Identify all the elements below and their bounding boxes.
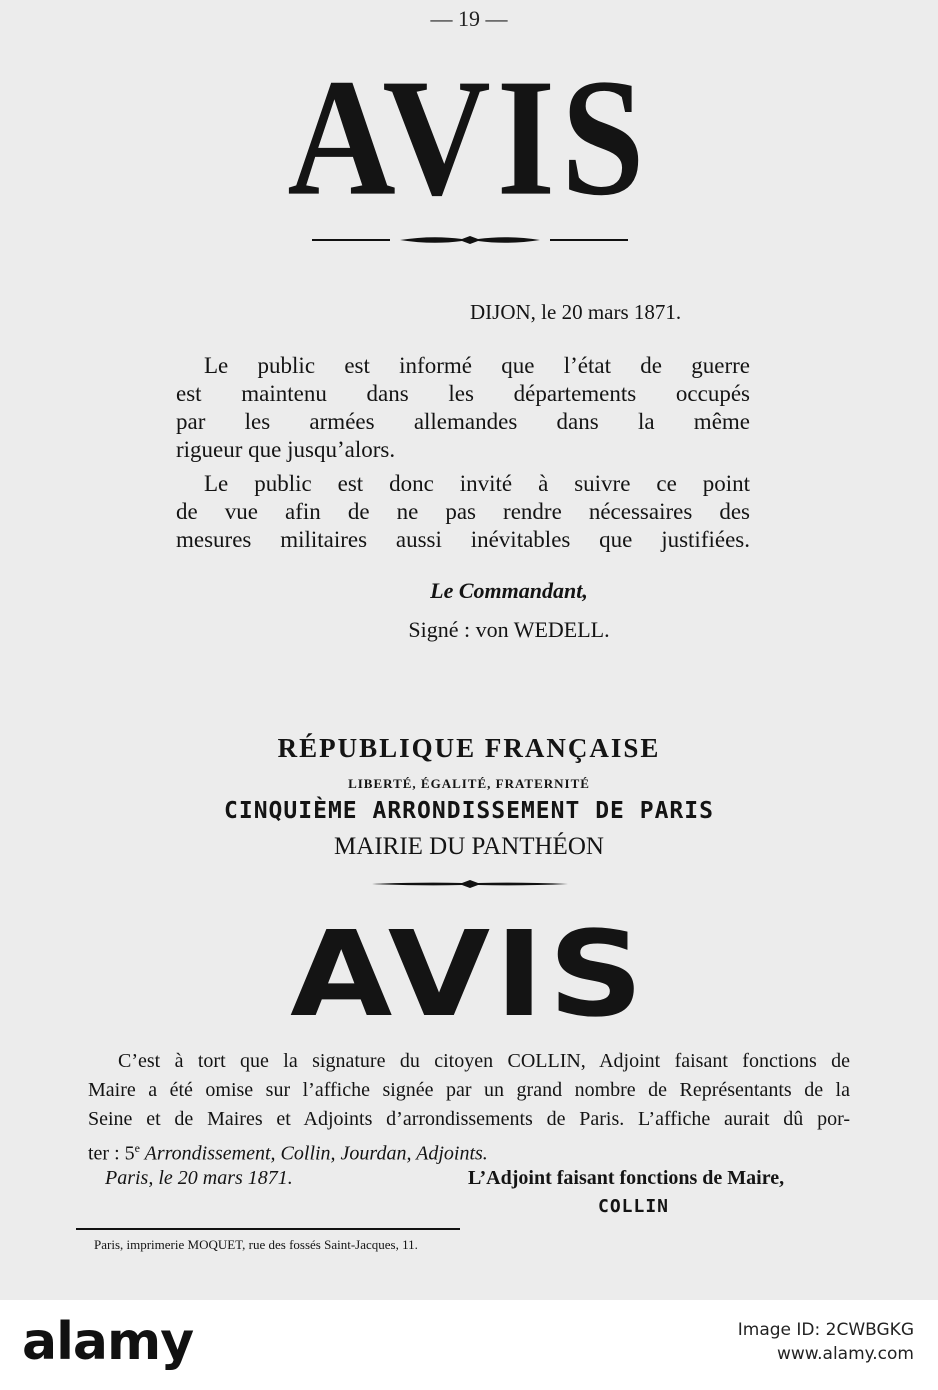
notice2-body: [88, 1047, 850, 1169]
republic-heading: RÉPUBLIQUE FRANÇAISE: [277, 733, 661, 763]
text-line: C’est à tort que la signature du citoyen COLLIN, Adjoint faisant fonctions de: [118, 1050, 850, 1072]
place-date: DIJON, le 20 mars 1871.: [470, 300, 682, 324]
image-id: Image ID: 2CWBGKG: [737, 1320, 914, 1340]
ornamental-rule-icon: [312, 233, 628, 247]
republic-motto: LIBERTÉ, ÉGALITÉ, FRATERNITÉ: [348, 776, 590, 791]
mairie-heading: MAIRIE DU PANTHÉON: [334, 833, 604, 860]
text-line: rigueur que jusqu’alors.: [176, 437, 396, 462]
text-line: de vue afin de ne pas rendre nécessaires des: [176, 499, 750, 524]
superscript: e: [134, 1141, 140, 1155]
text-fragment: ter : 5: [88, 1142, 135, 1165]
text-line: Le public est informé que l’état de guerre: [204, 353, 750, 378]
text-line: Le public est donc invité à suivre ce point: [204, 471, 750, 496]
page-number: — 19 —: [430, 6, 508, 31]
alamy-logo: alamy: [22, 1312, 194, 1372]
text-line: Maire a été omise sur l’affiche signée par un grand nombre de Représentants de la: [88, 1079, 850, 1101]
italic-fragment: Arrondissement, Collin, Jourdan, Adjoints.: [139, 1142, 488, 1165]
printer-imprint: Paris, imprimerie MOQUET, rue des fossés Saint-Jacques, 11.: [94, 1237, 418, 1252]
notice-title-avis: AVIS: [287, 44, 651, 231]
notice1-paragraph-2: [176, 470, 750, 554]
text-line: Seine et de Maires et Adjoints d’arrondissements de Paris. L’affiche aurait dû por-: [88, 1108, 850, 1130]
text-line: mesures militaires aussi inévitables que justifiées.: [176, 527, 750, 552]
notice1-paragraph-1: [176, 352, 750, 464]
text-line: par les armées allemandes dans la même: [176, 409, 750, 434]
collin-signature: COLLIN: [598, 1196, 670, 1217]
stock-watermark-bar: [0, 1300, 938, 1390]
stock-info: [738, 1318, 914, 1366]
imprint-divider: [76, 1228, 460, 1230]
notice2-date: Paris, le 20 mars 1871.: [105, 1167, 293, 1189]
adjoint-title: L’Adjoint faisant fonctions de Maire,: [468, 1167, 785, 1189]
notice2-title-avis: AVIS: [290, 905, 648, 1043]
ornamental-rule-icon: [372, 879, 568, 889]
commandant-signature: Signé : von WEDELL.: [408, 617, 610, 642]
district-heading: CINQUIÈME ARRONDISSEMENT DE PARIS: [224, 798, 714, 824]
commandant-title: Le Commandant,: [430, 578, 588, 603]
stock-url: www.alamy.com: [776, 1344, 914, 1364]
text-line: [88, 1134, 850, 1169]
text-line: est maintenu dans les départements occupés: [176, 381, 750, 406]
